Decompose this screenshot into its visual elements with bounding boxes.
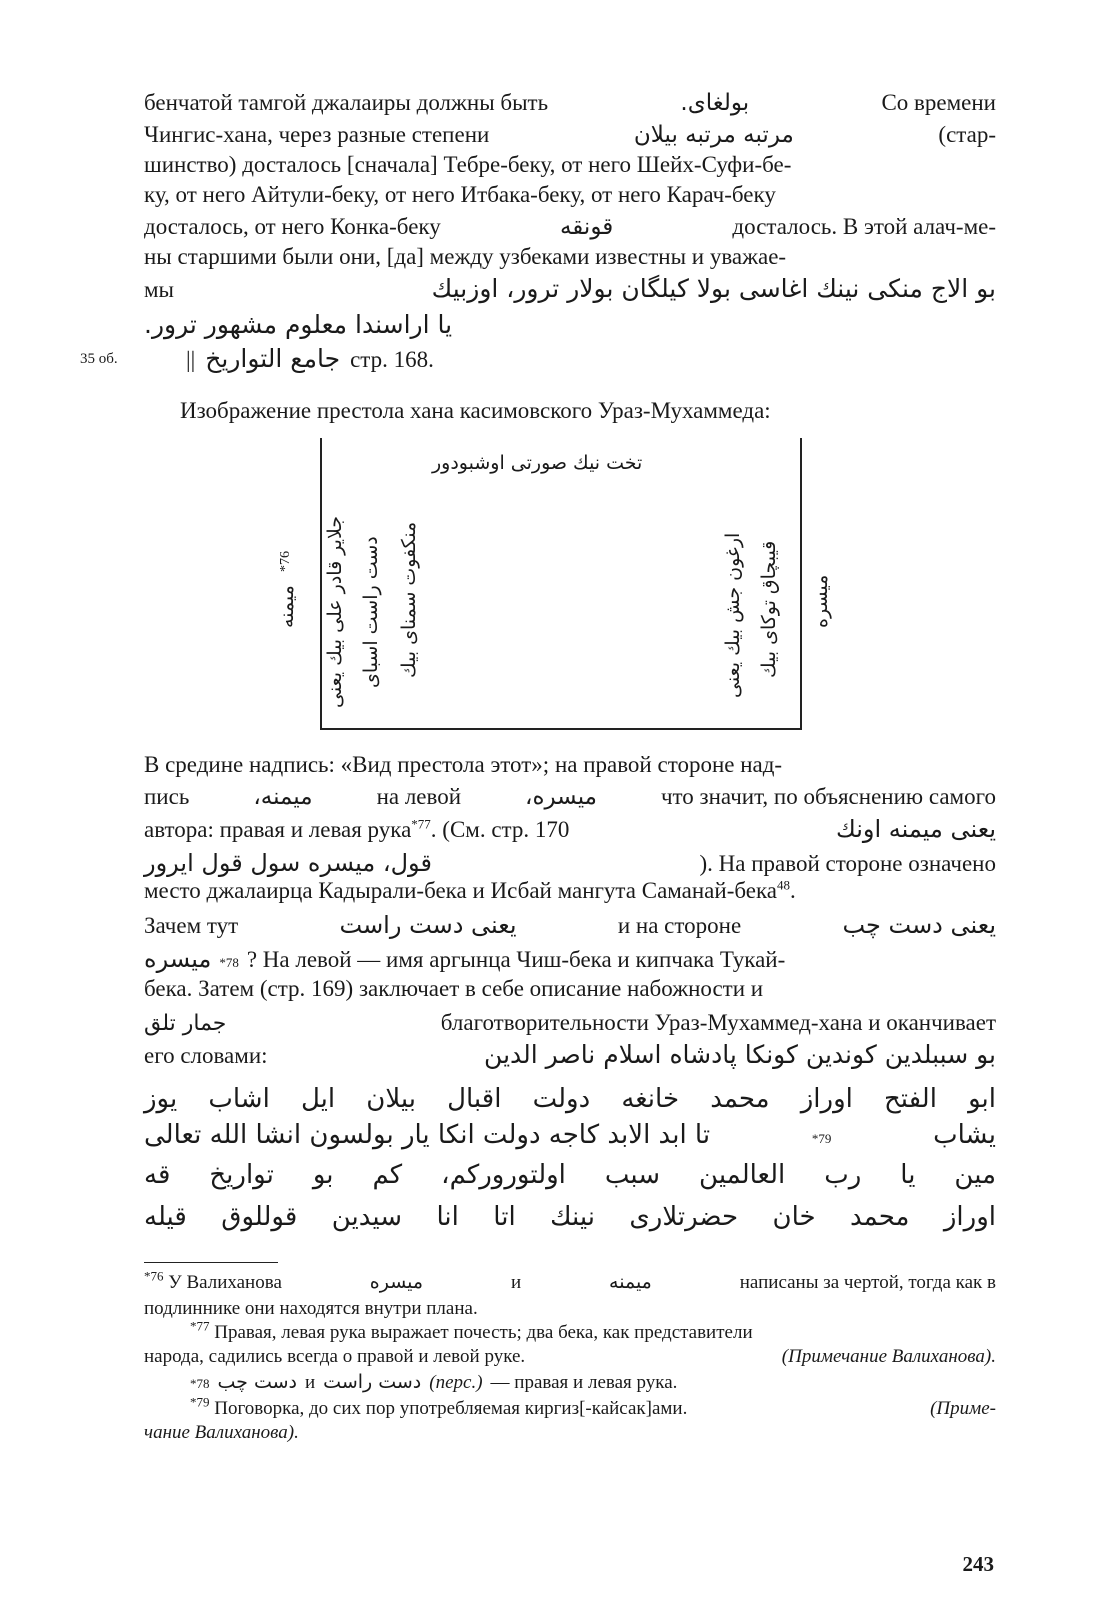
arabic-line: ابو الفتح اوراز محمد خانغه دولت اقبال بیلان ایل اشاب یوز	[144, 1084, 996, 1114]
text-line: ку, от него Айтули-беку, от него Итбака-беку, от него Карач-беку	[144, 182, 776, 207]
text-line: || جامع التواریخ стр. 168.	[186, 344, 434, 373]
throne-right-col-2: دست راست اسبای	[360, 536, 382, 688]
footnote-rule	[144, 1262, 278, 1263]
text-line: میسره *78 ? На левой — имя аргынца Чиш-бека и кипчака Тукай-	[144, 945, 786, 973]
throne-left-col-1: ارغون جش بیك یعنی	[722, 532, 744, 698]
footnote-79-cont: чание Валиханова).	[144, 1422, 299, 1443]
text-line: Чингис-хана, через разные степени مرتبه مرتبه بیلان (стар-	[144, 122, 996, 148]
text-line: автора: правая и левая рука$^{*77}$. (См. стр. 170 یعنی میمنه اونك	[144, 815, 996, 843]
text-line: Зачем тут یعنی دست راست и на стороне یعنی دست چب	[144, 911, 996, 939]
text-line: мы بو الاج منکی نینك اغاسی بولا کیلگان بولار ترور، اوزبیك	[144, 274, 996, 303]
text-line: бека. Затем (стр. 169) заключает в себе описание набожности и	[144, 976, 764, 1001]
arabic-line: مین یا رب العالمین سبب اولتوروركم، کم بو تواریخ قه	[144, 1160, 996, 1190]
text-line: قول، میسره سول قول ایرور ). На правой стороне означено	[144, 849, 996, 877]
footnote-76: $^{*76}$ У Валиханова میسره и میمنه написаны за чертой, тогда как в	[144, 1268, 996, 1293]
text-line: В средине надпись: «Вид престола этот»; на правой стороне над-	[144, 752, 783, 777]
text-line: досталось, от него Конка-беку قونقه досталось. В этой алач-ме-	[144, 214, 996, 240]
throne-left-outer: میسره	[810, 574, 832, 628]
throne-top-label: تخت نیك صورتی اوشبودور	[432, 452, 643, 474]
text-line: бенчатой тамгой джалаиры должны быть بولغای. Со времени	[144, 90, 996, 116]
throne-diagram	[320, 438, 802, 730]
footnote-78: *78 دست چب и دست راست (перс.) — правая и левая рука.	[190, 1371, 678, 1393]
footnote-ref-76: *76	[278, 551, 293, 572]
throne-right-col-1: جلایر قادر علی بیك یعنی	[324, 515, 346, 708]
text-line: место джалаирца Кадырали-бека и Исбай мангута Саманай-бека$^{48}$.	[144, 877, 796, 903]
arabic-line: یشاب *79 تا ابد الابد کاجه دولت انکا یار بولسون انشا الله تعالی	[144, 1120, 996, 1150]
text-line: шинство) досталось [сначала] Тебре-беку, от него Шейх-Суфи-бе-	[144, 152, 792, 177]
throne-right-col-3: منکفوت سمنای بیك	[398, 521, 420, 678]
footnote-79: $^{*79}$ Поговорка, до сих пор употребляемая киргиз[-кайсак]ами. (Приме-	[190, 1394, 996, 1419]
text-line: جمار تلق благотворительности Ураз-Мухаммед-хана и оканчивает	[144, 1010, 996, 1036]
arabic-line: اوراز محمد خان حضرتلاری نینك اتا انا سیدین قوللوق قیله	[144, 1202, 996, 1232]
throne-left-col-2: قیبچاق توکای بیك	[758, 540, 780, 678]
figure-caption: Изображение престола хана касимовского Ураз-Мухаммеда:	[180, 398, 771, 423]
footnote-76-cont: подлиннике они находятся внутри плана.	[144, 1298, 478, 1319]
page-number: 243	[962, 1552, 994, 1576]
text-line: его словами: بو سببلدین کوندین کونکا پادشاه اسلام ناصر الدین	[144, 1040, 996, 1069]
margin-note: 35 об.	[80, 351, 118, 367]
throne-right-outer: میمنه	[276, 585, 298, 628]
footnote-77-cont: народа, садились всегда о правой и левой руке. (Примечание Валиханова).	[144, 1346, 996, 1367]
text-line: пись میمنه، на левой میسره، что значит, по объяснению самого	[144, 784, 996, 810]
footnote-77: $^{*77}$ Правая, левая рука выражает почесть; два бека, как представители	[190, 1318, 753, 1343]
text-line: یا اراسندا معلوم مشهور ترور.	[144, 310, 453, 339]
text-line: ны старшими были они, [да] между узбеками известны и уважае-	[144, 244, 787, 269]
